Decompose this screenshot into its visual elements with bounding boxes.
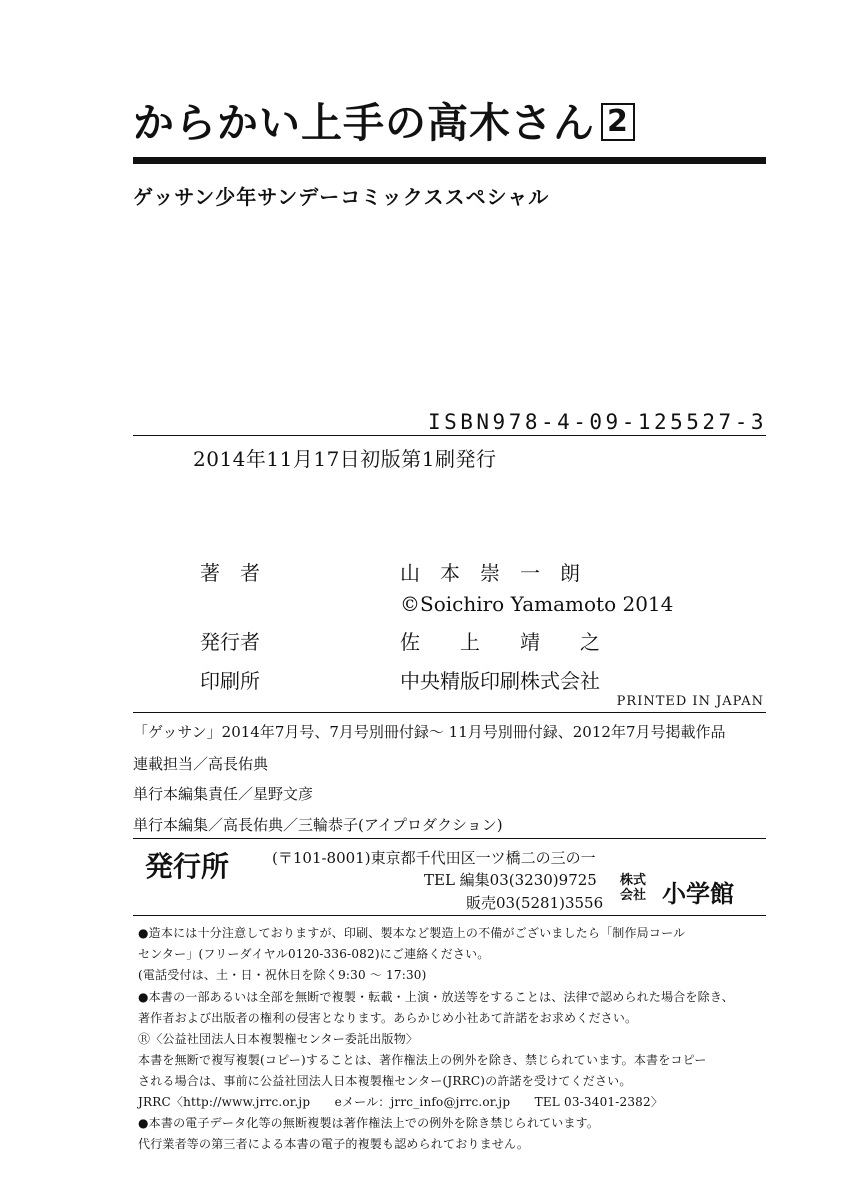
notice-line: 代行業者等の第三者による本書の電子的複製も認められておりません。 bbox=[138, 1137, 530, 1151]
magazine-source: 「ゲッサン」2014年7月号、7月号別冊付録～ 11月号別冊付録、2012年7月号掲載作品 bbox=[133, 723, 726, 741]
company-type bbox=[620, 873, 646, 903]
publisher-name: 佐 上 靖 之 bbox=[400, 630, 600, 654]
title-divider bbox=[133, 157, 766, 164]
publisher-heading: 発行所 bbox=[145, 850, 230, 883]
tel-editorial: TEL 編集03(3230)9725 bbox=[424, 871, 597, 889]
notice-line: センター」(フリーダイヤル0120-336-082)にご連絡ください。 bbox=[138, 947, 490, 961]
info-divider bbox=[133, 838, 766, 839]
notice-line: 著作者および出版者の権利の侵害となります。あらかじめ小社あて許諾をお求めください。 bbox=[138, 1011, 638, 1025]
title-text: からかい上手の高木さん bbox=[133, 99, 595, 147]
series-name: ゲッサン少年サンデーコミックススペシャル bbox=[133, 185, 550, 209]
book-title bbox=[133, 98, 635, 148]
notice-line: ●本書の一部あるいは全部を無断で複製・転載・上演・放送等をすることは、法律で認められた場合を除き、 bbox=[138, 990, 734, 1004]
tel-sales: 販売03(5281)3556 bbox=[466, 894, 604, 912]
notice-line: ●本書の電子データ化等の無断複製は著作権法上での例外を除き禁じられています。 bbox=[138, 1116, 600, 1130]
notice-line: ●造本には十分注意しておりますが、印刷、製本など製造上の不備がございましたら「制作局コール bbox=[138, 926, 686, 940]
isbn-divider bbox=[133, 435, 766, 436]
notice-line: Ⓡ〈公益社団法人日本複製権センター委託出版物〉 bbox=[138, 1032, 419, 1046]
company-type-2: 会社 bbox=[620, 888, 647, 903]
author-label: 著 者 bbox=[200, 561, 260, 585]
printed-in-japan: PRINTED IN JAPAN bbox=[616, 694, 764, 709]
author-name: 山 本 崇 一 朗 bbox=[400, 561, 580, 585]
notice-line: (電話受付は、土・日・祝休日を除く9:30 ～ 17:30) bbox=[138, 968, 427, 982]
notice-line: される場合は、事前に公益社団法人日本複製権センター(JRRC)の許諾を受けてください。 bbox=[138, 1074, 632, 1088]
printed-divider bbox=[133, 712, 766, 713]
company-type-1: 株式 bbox=[620, 873, 647, 888]
printer-label: 印刷所 bbox=[200, 669, 260, 693]
isbn: ISBN978-4-09-125527-3 bbox=[427, 410, 767, 434]
copyright-line: ©Soichiro Yamamoto 2014 bbox=[400, 592, 674, 616]
notice-line: 本書を無断で複写複製(コピー)することは、著作権法上の例外を除き、禁じられています。本書をコピー bbox=[138, 1053, 707, 1067]
serial-editor: 連載担当／高長佑典 bbox=[133, 755, 269, 773]
volume-number: 2 bbox=[601, 103, 635, 141]
publisher-divider bbox=[133, 915, 766, 916]
printer-name: 中央精版印刷株式会社 bbox=[400, 669, 600, 693]
publication-date: 2014年11月17日初版第1刷発行 bbox=[193, 447, 497, 471]
volume-editors: 単行本編集／高長佑典／三輪恭子(アイプロダクション) bbox=[133, 816, 503, 834]
volume-editor-in-charge: 単行本編集責任／星野文彦 bbox=[133, 785, 314, 803]
notice-line: JRRC〈http://www.jrrc.or.jp eメール：jrrc_info@jrrc.or.jp TEL 03-3401-2382〉 bbox=[138, 1095, 664, 1109]
publisher-label: 発行者 bbox=[200, 630, 260, 654]
publisher-company-name: 小学館 bbox=[662, 880, 734, 908]
publisher-address: (〒101-8001)東京都千代田区一ツ橋二の三の一 bbox=[272, 849, 596, 867]
